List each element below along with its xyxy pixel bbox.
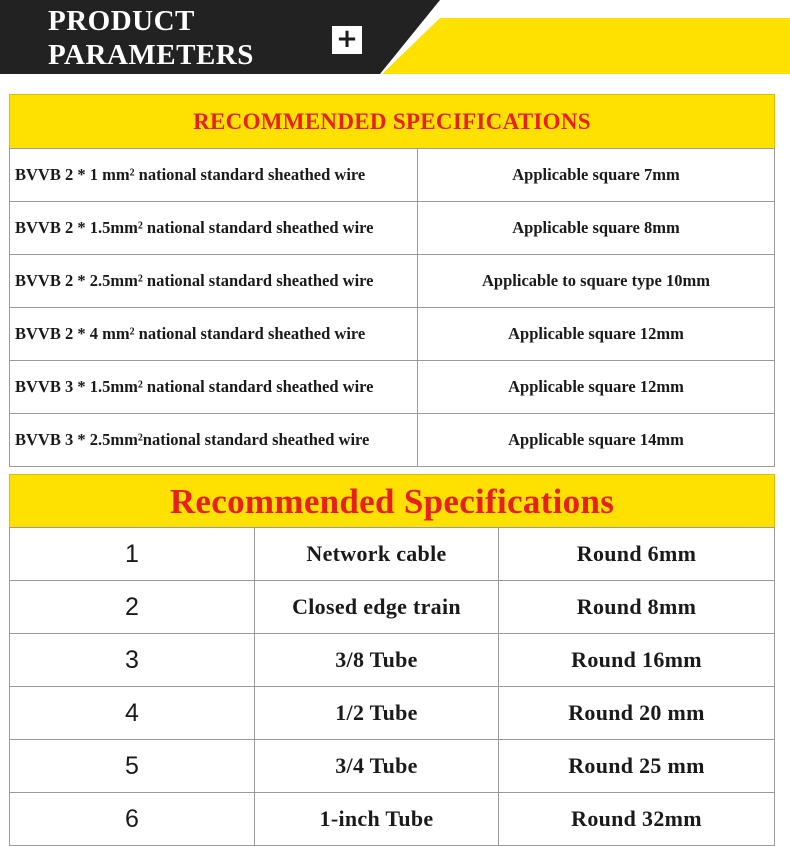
size-cell: Round 20 mm	[499, 687, 775, 740]
row-number: 5	[10, 740, 255, 793]
wire-cell: BVVB 3 * 2.5mm²national standard sheathed wire	[10, 414, 418, 467]
row-number: 3	[10, 634, 255, 687]
row-number: 6	[10, 793, 255, 846]
row-number: 1	[10, 528, 255, 581]
wire-spec-table	[9, 148, 775, 467]
size-cell: Round 8mm	[499, 581, 775, 634]
row-number: 4	[10, 687, 255, 740]
plus-icon: +	[332, 26, 362, 54]
page-title	[48, 4, 318, 72]
banner-accent-shape	[382, 18, 790, 74]
table-row	[10, 414, 775, 467]
title-line-2: PARAMETERS	[48, 39, 254, 71]
item-cell: 1/2 Tube	[255, 687, 499, 740]
wire-cell: BVVB 2 * 4 mm² national standard sheathed wire	[10, 308, 418, 361]
item-cell: 1-inch Tube	[255, 793, 499, 846]
wire-cell: BVVB 2 * 1 mm² national standard sheathed wire	[10, 149, 418, 202]
row-number: 2	[10, 581, 255, 634]
item-cell: Closed edge train	[255, 581, 499, 634]
spec-cell: Applicable square 7mm	[418, 149, 775, 202]
spec-cell: Applicable square 14mm	[418, 414, 775, 467]
table-row	[10, 308, 775, 361]
header-banner	[0, 0, 790, 74]
table-row	[10, 255, 775, 308]
size-cell: Round 16mm	[499, 634, 775, 687]
size-cell: Round 25 mm	[499, 740, 775, 793]
item-cell: Network cable	[255, 528, 499, 581]
size-cell: Round 6mm	[499, 528, 775, 581]
wire-cell: BVVB 3 * 1.5mm² national standard sheathed wire	[10, 361, 418, 414]
title-line-1: PRODUCT	[48, 5, 195, 37]
item-cell: 3/4 Tube	[255, 740, 499, 793]
wire-cell: BVVB 2 * 2.5mm² national standard sheathed wire	[10, 255, 418, 308]
spec-cell: Applicable square 12mm	[418, 361, 775, 414]
table-row	[10, 528, 775, 581]
table-row	[10, 793, 775, 846]
tube-spec-table	[9, 527, 775, 846]
item-cell: 3/8 Tube	[255, 634, 499, 687]
spec-cell: Applicable to square type 10mm	[418, 255, 775, 308]
table-row	[10, 740, 775, 793]
table-row	[10, 361, 775, 414]
section1-title: RECOMMENDED SPECIFICATIONS	[193, 108, 591, 134]
section2-header	[9, 474, 775, 528]
size-cell: Round 32mm	[499, 793, 775, 846]
table-row	[10, 634, 775, 687]
section1-header	[9, 94, 775, 148]
table-row	[10, 149, 775, 202]
spec-cell: Applicable square 8mm	[418, 202, 775, 255]
section2-title: Recommended Specifications	[169, 481, 615, 521]
spec-cell: Applicable square 12mm	[418, 308, 775, 361]
table-row	[10, 202, 775, 255]
wire-cell: BVVB 2 * 1.5mm² national standard sheathed wire	[10, 202, 418, 255]
table-row	[10, 581, 775, 634]
table-row	[10, 687, 775, 740]
